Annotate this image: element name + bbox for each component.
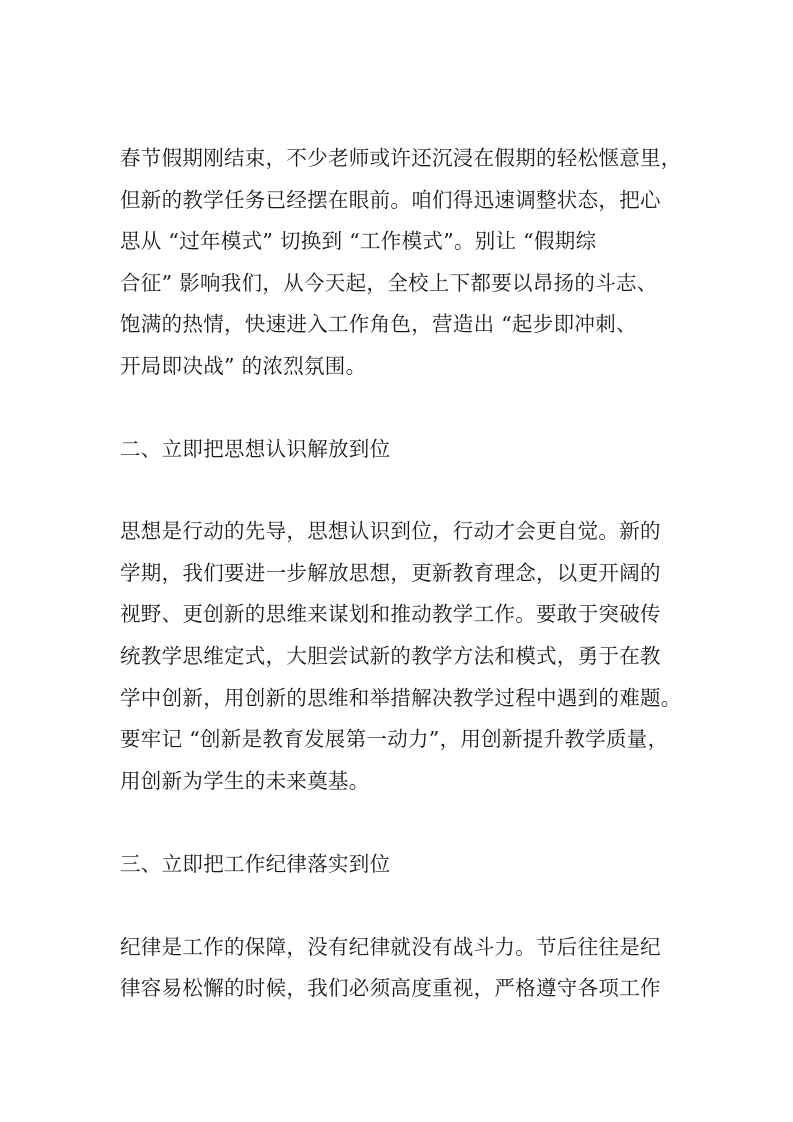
paragraph-line: 学中创新，用创新的思维和举措解决教学过程中遇到的难题。 — [120, 686, 682, 710]
paragraph-line: 学期，我们要进一步解放思想，更新教育理念，以更开阔的 — [120, 561, 661, 585]
paragraph-line: 纪律是工作的保障，没有纪律就没有战斗力。节后往往是纪 — [120, 935, 661, 959]
paragraph-line: 但新的教学任务已经摆在眼前。咱们得迅速调整状态，把心 — [120, 188, 661, 212]
paragraph-line: 律容易松懈的时候，我们必须高度重视，严格遵守各项工作 — [120, 976, 661, 1000]
paragraph-line: 思想是行动的先导，思想认识到位，行动才会更自觉。新的 — [120, 519, 661, 543]
paragraph-line: 合征” 影响我们，从今天起，全校上下都要以昂扬的斗志、 — [120, 271, 658, 295]
paragraph-line: 春节假期刚结束，不少老师或许还沉浸在假期的轻松惬意里， — [120, 146, 682, 170]
paragraph-line: 视野、更创新的思维来谋划和推动教学工作。要敢于突破传 — [120, 602, 661, 626]
paragraph-line: 统教学思维定式，大胆尝试新的教学方法和模式，勇于在教 — [120, 644, 661, 668]
paragraph-line: 要牢记 “创新是教育发展第一动力”，用创新提升教学质量， — [120, 727, 669, 751]
paragraph-line: 开局即决战” 的浓烈氛围。 — [120, 354, 367, 378]
paragraph-line: 用创新为学生的未来奠基。 — [120, 769, 370, 793]
section-heading-discipline: 三、立即把工作纪律落实到位 — [120, 852, 391, 876]
paragraph-line: 思从 “过年模式” 切换到 “工作模式”。别让 “假期综 — [120, 229, 597, 253]
section-heading-thought: 二、立即把思想认识解放到位 — [120, 437, 391, 461]
paragraph-line: 饱满的热情，快速进入工作角色，营造出 “起步即冲刺、 — [120, 312, 637, 336]
